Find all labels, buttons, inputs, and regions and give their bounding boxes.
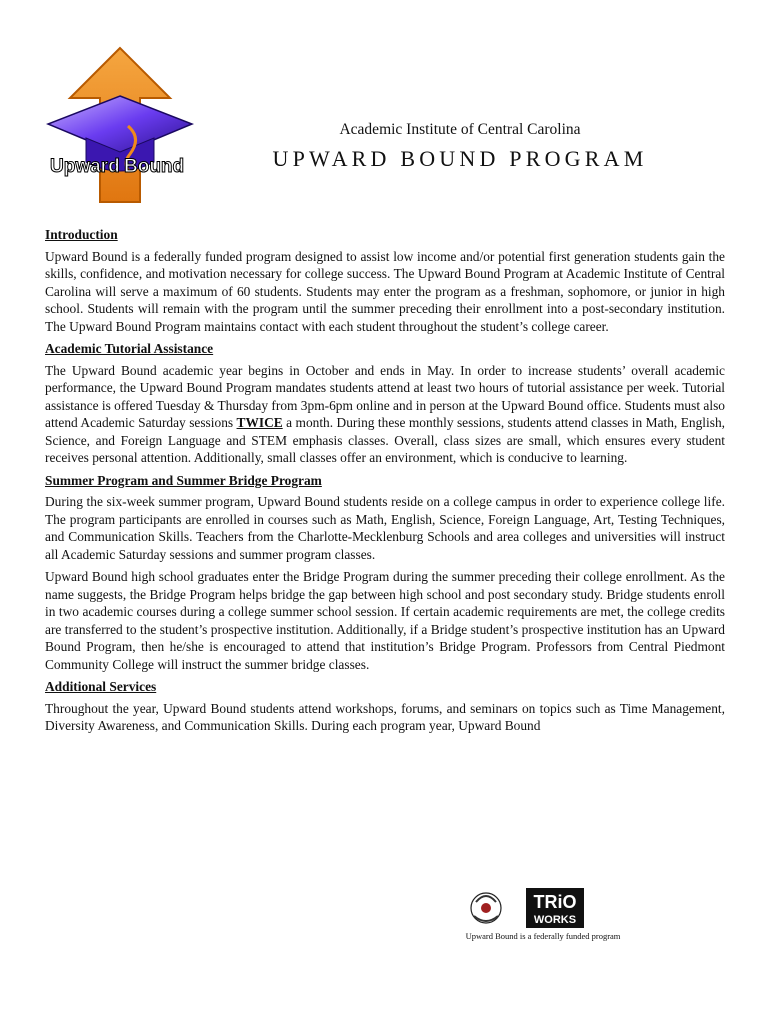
logo-text: Upward (50, 156, 120, 177)
tutorial-text-a: The Upward Bound academic year begins in October and ends in May. In order to increase students’ overall academic performance, the Upward Bound Program mandates students attend at least two hours of tutorial assistance per week. Tutorial assistance is offered Tuesday & Thursday from 3pm-6pm online and in person at the Upward Bound office. Students must also attend Academic Saturday sessions (45, 362, 725, 430)
trio-text: TRiO (533, 892, 577, 912)
page-title: UPWARD BOUND PROGRAM (272, 146, 648, 171)
paragraph-summer: During the six-week summer program, Upward Bound students reside on a college campus in order to experience college life. The program participants are enrolled in courses such as Math, English, Science, Foreign Language, Art, Testing Techniques, and Communication Skills. Teachers from the Charlotte-Mecklenburg Schools and area colleges and universities will instruct all Academic Saturday sessions and summer program classes. (45, 494, 725, 562)
paragraph-additional: Throughout the year, Upward Bound students attend workshops, forums, and seminars on topics such as Time Management, Diversity Awareness, and Communication Skills. During each program year, Upward Bound (45, 700, 725, 733)
seal-icon (471, 893, 501, 923)
document-header (255, 120, 665, 174)
tutorial-text-b: a month. During these monthly sessions, students attend classes in Math, English, Science, and Foreign Language and STEM emphasis classes. Overall, class sizes are small, which ensures every student receives personal attention. Additionally, small classes offer an environment, which is conducive to learning. (45, 415, 725, 465)
paragraph-introduction: Upward Bound is a federally funded program designed to assist low income and/or potential first generation students gain the skills, confidence, and motivation necessary for college success. The Upward Bound Program at Academic Institute of Central Carolina will serve a maximum of 60 students. Students may enter the program as a freshman, sophomore, or junior in high school. Students will remain with the program until the summer preceding their enrollment into a post-secondary institution. The Upward Bound Program maintains contact with each student throughout the student’s college career. (45, 248, 725, 334)
heading-tutorial: Academic Tutorial Assistance (45, 341, 214, 356)
logo-text-2: Bound (124, 156, 185, 177)
heading-summer: Summer Program and Summer Bridge Program (45, 472, 322, 488)
graduation-cap-icon (48, 96, 192, 154)
footer-caption: Upward Bound is a federally funded program (465, 931, 621, 941)
footer-logos (468, 886, 588, 930)
upward-bound-logo (42, 46, 198, 206)
paragraph-tutorial (45, 362, 725, 467)
document-body (45, 226, 725, 740)
works-text: WORKS (533, 914, 577, 926)
heading-introduction: Introduction (45, 227, 118, 242)
paragraph-bridge: Upward Bound high school graduates enter the Bridge Program during the summer preceding their college enrollment. As the name suggests, the Bridge Program helps bridge the gap between high school and post secondary study. Bridge students enroll in two academic courses during a college summer school session. If certain academic requirements are met, the college credits are transferred to the student’s prospective institution. Additionally, if a Bridge student’s prospective institution has an Upward Bound Program, then he/she is encouraged to attend that institution’s Bridge Program. Professors from Central Piedmont Community College will instruct the summer bridge classes. (45, 569, 725, 672)
emphasis-twice: TWICE (236, 415, 283, 430)
heading-additional: Additional Services (45, 679, 157, 694)
institute-name: Academic Institute of Central Carolina (339, 121, 581, 138)
